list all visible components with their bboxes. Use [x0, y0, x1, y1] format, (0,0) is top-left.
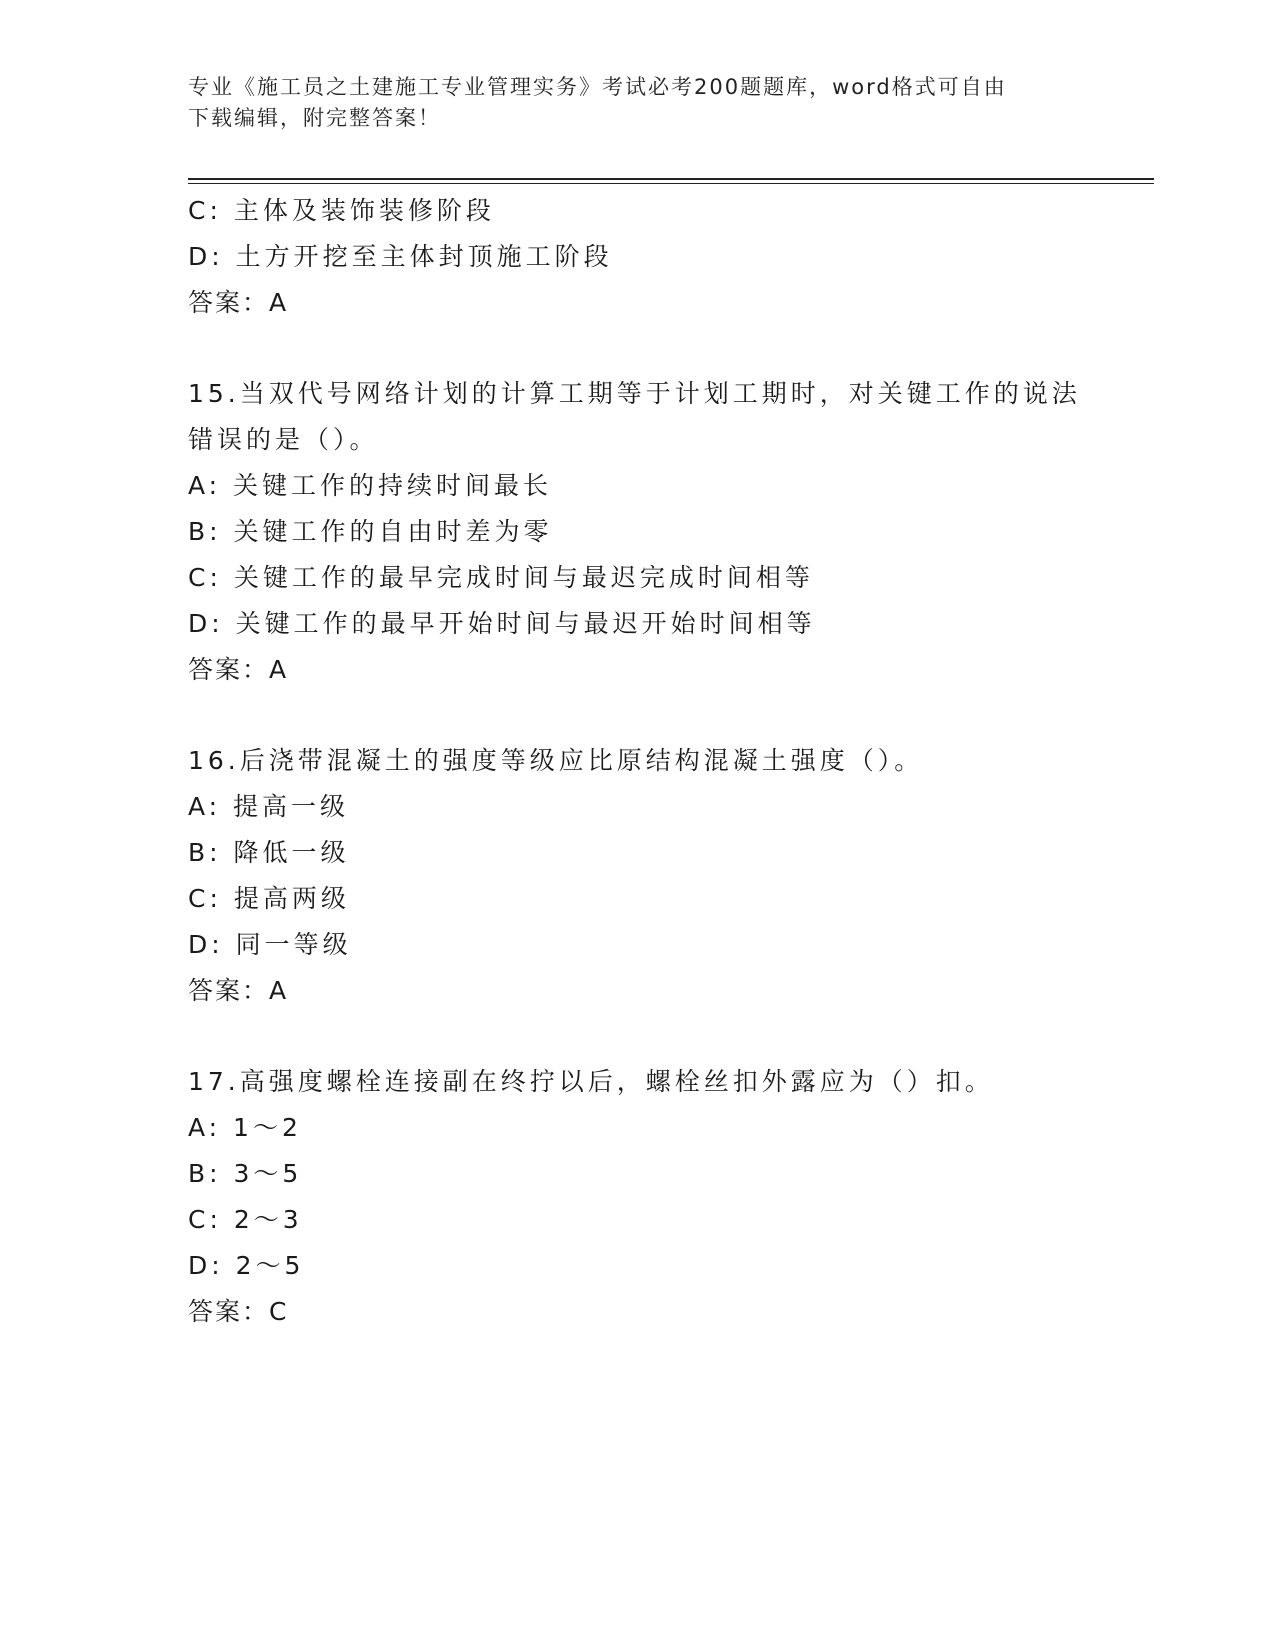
answer: 答案：C	[188, 1297, 289, 1326]
option-d: D: 2～5	[188, 1251, 305, 1280]
header-line-2: 下载编辑，附完整答案！	[188, 106, 441, 130]
answer: 答案：A	[188, 655, 289, 684]
header-divider-thick	[188, 178, 1154, 180]
question-stem: 16.后浇带混凝土的强度等级应比原结构混凝土强度（）。	[188, 746, 924, 775]
option-c: C: 主体及装饰装修阶段	[188, 196, 495, 225]
question-15	[188, 371, 1088, 693]
option-b: B: 关键工作的自由时差为零	[188, 517, 553, 546]
header-divider-thin	[188, 183, 1154, 184]
question-stem: 15.当双代号网络计划的计算工期等于计划工期时，对关键工作的说法	[188, 379, 1081, 408]
answer: 答案：A	[188, 976, 289, 1005]
spacer	[188, 326, 1088, 371]
option-a: A: 提高一级	[188, 792, 350, 821]
option-c: C: 2～3	[188, 1205, 303, 1234]
option-b: B: 3～5	[188, 1159, 303, 1188]
option-d: D: 同一等级	[188, 930, 352, 959]
option-a: A: 关键工作的持续时间最长	[188, 471, 553, 500]
question-16	[188, 738, 1088, 1014]
document-header	[188, 72, 1068, 134]
option-b: B: 降低一级	[188, 838, 350, 867]
option-d: D: 土方开挖至主体封顶施工阶段	[188, 242, 613, 271]
question-stem: 17.高强度螺栓连接副在终拧以后，螺栓丝扣外露应为（）扣。	[188, 1067, 994, 1096]
option-a: A: 1～2	[188, 1113, 302, 1142]
question-17	[188, 1059, 1088, 1335]
header-line-1: 专业《施工员之土建施工专业管理实务》考试必考200题题库，word格式可自由	[188, 75, 1007, 99]
answer: 答案：A	[188, 288, 289, 317]
question-14-continued	[188, 188, 1088, 326]
spacer	[188, 693, 1088, 738]
option-c: C: 提高两级	[188, 884, 350, 913]
question-list	[188, 188, 1088, 1335]
option-c: C: 关键工作的最早完成时间与最迟完成时间相等	[188, 563, 814, 592]
question-stem-continued: 错误的是（）。	[188, 425, 379, 454]
spacer	[188, 1014, 1088, 1059]
option-d: D: 关键工作的最早开始时间与最迟开始时间相等	[188, 609, 816, 638]
